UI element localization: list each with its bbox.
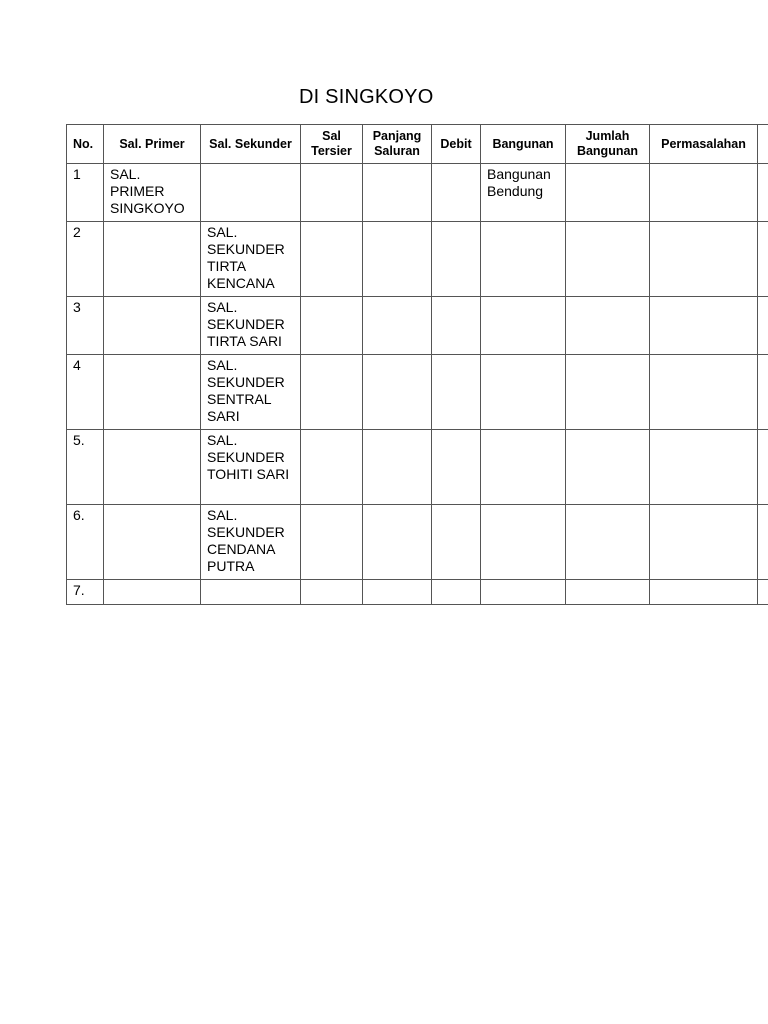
header-row: [67, 125, 768, 164]
cell-sal-primer: [104, 505, 201, 580]
cell-panjang-saluran: [363, 355, 432, 430]
cell-panjang-saluran: [363, 222, 432, 297]
cell-permasalahan: [650, 580, 758, 605]
cell-permasalahan: [650, 430, 758, 505]
cell-permasalahan: [650, 505, 758, 580]
cell-panjang-saluran: [363, 297, 432, 355]
header-sal-tersier: Sal Tersier: [301, 125, 363, 164]
header-no: No.: [67, 125, 104, 164]
channel-table: [66, 124, 768, 605]
cell-permasalahan: [650, 297, 758, 355]
cell-permasalahan: [650, 355, 758, 430]
cell-sal-sekunder: [201, 580, 301, 605]
table-row: [67, 505, 768, 580]
cell-no: 4: [67, 355, 104, 430]
header-panjang-saluran: Panjang Saluran: [363, 125, 432, 164]
cell-no: 5.: [67, 430, 104, 505]
cell-no: 7.: [67, 580, 104, 605]
cell-bangunan: [481, 355, 566, 430]
cell-sal-sekunder: SAL. SEKUNDER SENTRAL SARI: [201, 355, 301, 430]
header-permasalahan: Permasalahan: [650, 125, 758, 164]
cell-debit: [432, 355, 481, 430]
cell-sal-primer: [104, 430, 201, 505]
cell-extra: [758, 297, 768, 355]
table-row: [67, 164, 768, 222]
page-title: DI SINGKOYO: [299, 86, 434, 108]
header-extra: [758, 125, 768, 164]
cell-jumlah-bangunan: [566, 164, 650, 222]
cell-panjang-saluran: [363, 580, 432, 605]
cell-no: 2: [67, 222, 104, 297]
cell-sal-tersier: [301, 355, 363, 430]
cell-sal-sekunder: SAL. SEKUNDER TIRTA KENCANA: [201, 222, 301, 297]
cell-extra: [758, 505, 768, 580]
cell-sal-primer: [104, 580, 201, 605]
cell-sal-sekunder: SAL. SEKUNDER CENDANA PUTRA: [201, 505, 301, 580]
cell-sal-sekunder: [201, 164, 301, 222]
cell-bangunan: [481, 430, 566, 505]
cell-extra: [758, 164, 768, 222]
header-debit: Debit: [432, 125, 481, 164]
cell-sal-tersier: [301, 222, 363, 297]
cell-jumlah-bangunan: [566, 222, 650, 297]
cell-sal-tersier: [301, 580, 363, 605]
cell-sal-primer: SAL. PRIMER SINGKOYO: [104, 164, 201, 222]
cell-debit: [432, 222, 481, 297]
table-body: [67, 164, 768, 605]
table-container: [66, 124, 768, 605]
cell-extra: [758, 222, 768, 297]
cell-jumlah-bangunan: [566, 297, 650, 355]
cell-sal-tersier: [301, 505, 363, 580]
cell-sal-tersier: [301, 297, 363, 355]
cell-bangunan: [481, 297, 566, 355]
table-row: [67, 430, 768, 505]
table-row: [67, 580, 768, 605]
cell-debit: [432, 580, 481, 605]
cell-permasalahan: [650, 222, 758, 297]
cell-permasalahan: [650, 164, 758, 222]
cell-sal-sekunder: SAL. SEKUNDER TOHITI SARI: [201, 430, 301, 505]
cell-no: 6.: [67, 505, 104, 580]
cell-sal-primer: [104, 355, 201, 430]
cell-bangunan: [481, 222, 566, 297]
cell-debit: [432, 164, 481, 222]
cell-jumlah-bangunan: [566, 580, 650, 605]
cell-extra: [758, 580, 768, 605]
cell-jumlah-bangunan: [566, 430, 650, 505]
cell-extra: [758, 355, 768, 430]
cell-debit: [432, 430, 481, 505]
cell-bangunan: Bangunan Bendung: [481, 164, 566, 222]
cell-bangunan: [481, 505, 566, 580]
table-row: [67, 355, 768, 430]
cell-panjang-saluran: [363, 505, 432, 580]
cell-debit: [432, 505, 481, 580]
cell-debit: [432, 297, 481, 355]
cell-bangunan: [481, 580, 566, 605]
cell-no: 1: [67, 164, 104, 222]
table-row: [67, 222, 768, 297]
cell-extra: [758, 430, 768, 505]
cell-sal-sekunder: SAL. SEKUNDER TIRTA SARI: [201, 297, 301, 355]
cell-jumlah-bangunan: [566, 505, 650, 580]
cell-no: 3: [67, 297, 104, 355]
header-sal-primer: Sal. Primer: [104, 125, 201, 164]
cell-panjang-saluran: [363, 430, 432, 505]
header-jumlah-bangunan: Jumlah Bangunan: [566, 125, 650, 164]
cell-panjang-saluran: [363, 164, 432, 222]
cell-sal-tersier: [301, 164, 363, 222]
cell-sal-tersier: [301, 430, 363, 505]
table-row: [67, 297, 768, 355]
header-sal-sekunder: Sal. Sekunder: [201, 125, 301, 164]
header-bangunan: Bangunan: [481, 125, 566, 164]
cell-jumlah-bangunan: [566, 355, 650, 430]
cell-sal-primer: [104, 222, 201, 297]
cell-sal-primer: [104, 297, 201, 355]
